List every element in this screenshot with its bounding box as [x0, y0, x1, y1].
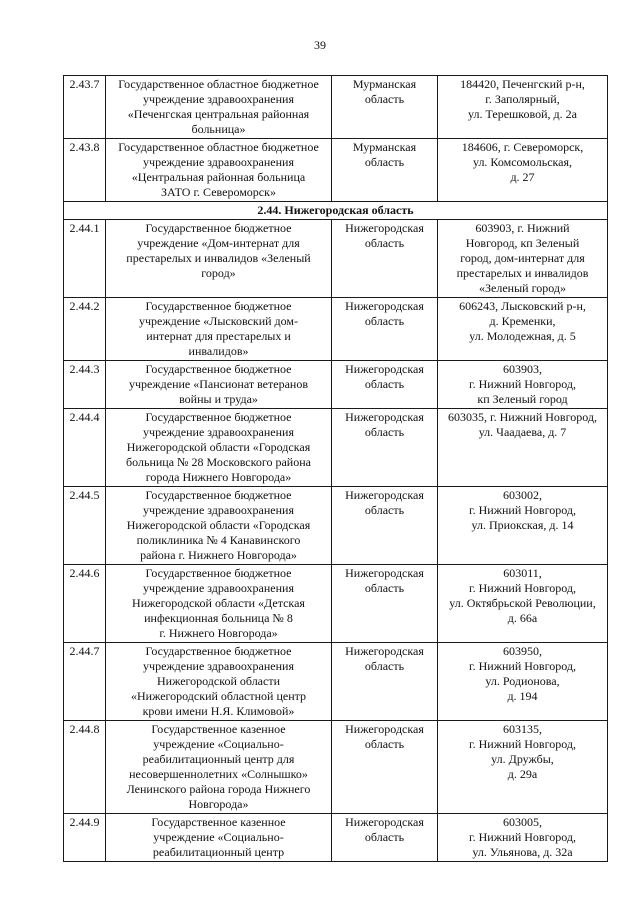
address-line: 603950,	[503, 644, 542, 658]
institutions-table	[63, 75, 608, 862]
address-line: «Зеленый город»	[479, 281, 566, 295]
institution-name-line: учреждение здравоохранения	[143, 155, 294, 169]
address-cell	[438, 139, 608, 202]
row-number: 2.44.8	[64, 721, 106, 814]
address-line: 603035, г. Нижний Новгород,	[448, 410, 597, 424]
table-row	[64, 220, 608, 298]
institution-name-line: интернат для престарелых и	[146, 329, 291, 343]
region-line: область	[364, 737, 405, 751]
institution-name-cell	[106, 139, 332, 202]
institution-name-line: инвалидов»	[188, 344, 249, 358]
address-line: г. Заполярный,	[485, 92, 560, 106]
region-line: Нижегородская	[345, 722, 424, 736]
address-line: кп Зеленый город	[477, 392, 568, 406]
region-line: область	[364, 314, 405, 328]
table-row	[64, 139, 608, 202]
institution-name-line: учреждение «Социально-	[153, 830, 284, 844]
region-cell	[332, 565, 438, 643]
region-line: область	[364, 92, 405, 106]
institution-name-line: учреждение здравоохранения	[143, 503, 294, 517]
address-cell	[438, 643, 608, 721]
region-cell	[332, 409, 438, 487]
institution-name-line: реабилитационный центр для	[142, 752, 295, 766]
institution-name-line: Новгорода»	[188, 797, 249, 811]
row-number: 2.44.7	[64, 643, 106, 721]
address-cell	[438, 487, 608, 565]
institution-name-line: войны и труда»	[179, 392, 258, 406]
address-line: 184420, Печенгский р-н,	[460, 77, 585, 91]
address-cell	[438, 721, 608, 814]
address-line: 603002,	[503, 488, 542, 502]
address-line: ул. Приокская, д. 14	[471, 518, 574, 532]
institution-name-line: учреждение здравоохранения	[143, 581, 294, 595]
institution-name-cell	[106, 643, 332, 721]
institution-name-line: Нижегородской области	[156, 674, 280, 688]
address-line: г. Нижний Новгород,	[469, 737, 576, 751]
institution-name-line: инфекционная больница № 8	[144, 611, 293, 625]
address-line: 603011,	[503, 566, 542, 580]
institution-name-line: Нижегородской области «Городская	[126, 518, 311, 532]
address-line: г. Нижний Новгород,	[469, 830, 576, 844]
region-line: Нижегородская	[345, 362, 424, 376]
address-line: д. Кременки,	[489, 314, 556, 328]
address-line: Новгород, кп Зеленый	[465, 236, 580, 250]
region-line: Нижегородская	[345, 566, 424, 580]
table-row	[64, 361, 608, 409]
address-line: 603135,	[503, 722, 542, 736]
institution-name-line: учреждение здравоохранения	[143, 425, 294, 439]
row-number: 2.44.2	[64, 298, 106, 361]
address-cell	[438, 814, 608, 862]
region-cell	[332, 814, 438, 862]
region-line: область	[364, 425, 405, 439]
institution-name-cell	[106, 487, 332, 565]
region-line: Нижегородская	[345, 644, 424, 658]
row-number: 2.43.8	[64, 139, 106, 202]
institution-name-line: Государственное бюджетное	[145, 566, 292, 580]
institution-name-line: несовершеннолетних «Солнышко»	[129, 767, 308, 781]
institution-name-cell	[106, 298, 332, 361]
institution-name-line: учреждение «Социально-	[153, 737, 284, 751]
institution-name-line: Государственное бюджетное	[145, 362, 292, 376]
page-number: 39	[314, 38, 326, 52]
row-number: 2.43.7	[64, 76, 106, 139]
institution-name-line: Государственное областное бюджетное	[118, 77, 319, 91]
region-line: Нижегородская	[345, 488, 424, 502]
address-line: ул. Терешковой, д. 2а	[468, 107, 577, 121]
institution-name-line: больница № 28 Московского района	[126, 455, 311, 469]
row-number: 2.44.4	[64, 409, 106, 487]
address-line: г. Нижний Новгород,	[469, 503, 576, 517]
address-cell	[438, 298, 608, 361]
institution-name-line: Государственное бюджетное	[145, 299, 292, 313]
table-row	[64, 565, 608, 643]
institution-name-line: Государственное бюджетное	[145, 221, 292, 235]
row-number: 2.44.3	[64, 361, 106, 409]
institution-name-line: Ленинского района города Нижнего	[126, 782, 311, 796]
address-line: г. Нижний Новгород,	[469, 659, 576, 673]
row-number: 2.44.9	[64, 814, 106, 862]
region-line: область	[364, 581, 405, 595]
institution-name-line: Государственное казенное	[151, 815, 286, 829]
institution-name-cell	[106, 721, 332, 814]
institution-name-cell	[106, 220, 332, 298]
region-line: область	[364, 155, 405, 169]
region-line: Нижегородская	[345, 410, 424, 424]
institution-name-line: поликлиника № 4 Канавинского	[136, 533, 301, 547]
address-line: г. Нижний Новгород,	[469, 377, 576, 391]
address-cell	[438, 220, 608, 298]
institution-name-line: учреждение «Дом-интернат для	[137, 236, 300, 250]
address-line: престарелых и инвалидов	[456, 266, 589, 280]
region-line: область	[364, 830, 405, 844]
address-line: ул. Ульянова, д. 32а	[472, 845, 573, 859]
row-number: 2.44.5	[64, 487, 106, 565]
address-line: 603903, г. Нижний	[475, 221, 570, 235]
address-cell	[438, 409, 608, 487]
institution-name-line: больница»	[191, 122, 246, 136]
address-cell	[438, 76, 608, 139]
institution-name-cell	[106, 409, 332, 487]
section-header-row	[64, 202, 608, 220]
institution-name-line: Государственное бюджетное	[145, 488, 292, 502]
region-line: область	[364, 377, 405, 391]
table-row	[64, 487, 608, 565]
address-line: 606243, Лысковский р-н,	[459, 299, 586, 313]
institution-name-line: реабилитационный центр	[152, 845, 285, 859]
institution-name-line: ЗАТО г. Североморск»	[161, 185, 276, 199]
row-number: 2.44.1	[64, 220, 106, 298]
address-line: ул. Дружбы,	[491, 752, 554, 766]
institution-name-line: «Нижегородский областной центр	[130, 689, 307, 703]
region-cell	[332, 487, 438, 565]
address-line: ул. Молодежная, д. 5	[469, 329, 576, 343]
institution-name-line: Государственное бюджетное	[145, 410, 292, 424]
table-row	[64, 814, 608, 862]
table-row	[64, 409, 608, 487]
region-cell	[332, 76, 438, 139]
address-line: ул. Октябрьской Революции,	[449, 596, 596, 610]
institution-name-line: учреждение здравоохранения	[143, 92, 294, 106]
address-line: город, дом-интернат для	[460, 251, 585, 265]
address-line: д. 66а	[507, 611, 538, 625]
region-line: Нижегородская	[345, 221, 424, 235]
institution-name-line: «Печенгская центральная районная	[127, 107, 310, 121]
address-line: ул. Комсомольская,	[472, 155, 573, 169]
region-line: область	[364, 236, 405, 250]
institution-name-line: Государственное бюджетное	[145, 644, 292, 658]
address-line: ул. Родионова,	[485, 674, 560, 688]
address-line: 184606, г. Североморск,	[461, 140, 584, 154]
region-cell	[332, 361, 438, 409]
table-row	[64, 643, 608, 721]
address-line: д. 29а	[507, 767, 538, 781]
address-line: 603005,	[503, 815, 542, 829]
institution-name-line: учреждение «Пансионат ветеранов	[128, 377, 308, 391]
institution-name-cell	[106, 76, 332, 139]
table-row	[64, 76, 608, 139]
row-number: 2.44.6	[64, 565, 106, 643]
region-line: Мурманская	[352, 140, 417, 154]
address-line: ул. Чаадаева, д. 7	[478, 425, 567, 439]
section-title: 2.44. Нижегородская область	[64, 202, 608, 220]
institution-name-line: престарелых и инвалидов «Зеленый	[126, 251, 311, 265]
institution-name-cell	[106, 814, 332, 862]
region-line: Нижегородская	[345, 299, 424, 313]
institution-name-cell	[106, 565, 332, 643]
region-line: область	[364, 503, 405, 517]
address-line: д. 27	[510, 170, 535, 184]
institution-name-line: крови имени Н.Я. Климовой»	[142, 704, 295, 718]
address-line: г. Нижний Новгород,	[469, 581, 576, 595]
region-cell	[332, 643, 438, 721]
institution-name-cell	[106, 361, 332, 409]
address-cell	[438, 565, 608, 643]
region-cell	[332, 139, 438, 202]
region-line: Нижегородская	[345, 815, 424, 829]
institution-name-line: города Нижнего Новгорода»	[145, 470, 292, 484]
region-cell	[332, 721, 438, 814]
region-line: область	[364, 659, 405, 673]
table-row	[64, 721, 608, 814]
institution-name-line: Нижегородской области «Городская	[126, 440, 311, 454]
institution-name-line: района г. Нижнего Новгорода»	[140, 548, 297, 562]
region-cell	[332, 220, 438, 298]
region-cell	[332, 298, 438, 361]
address-line: 603903,	[503, 362, 542, 376]
address-line: д. 194	[507, 689, 538, 703]
institution-name-line: Государственное областное бюджетное	[118, 140, 319, 154]
institution-name-line: «Центральная районная больница	[131, 170, 306, 184]
institution-name-line: Нижегородской области «Детская	[132, 596, 305, 610]
institution-name-line: учреждение здравоохранения	[143, 659, 294, 673]
region-line: Мурманская	[352, 77, 417, 91]
institution-name-line: город»	[201, 266, 236, 280]
institution-name-line: Государственное казенное	[151, 722, 286, 736]
institution-name-line: учреждение «Лысковский дом-	[138, 314, 299, 328]
table-row	[64, 298, 608, 361]
institution-name-line: г. Нижнего Новгорода»	[159, 626, 278, 640]
address-cell	[438, 361, 608, 409]
